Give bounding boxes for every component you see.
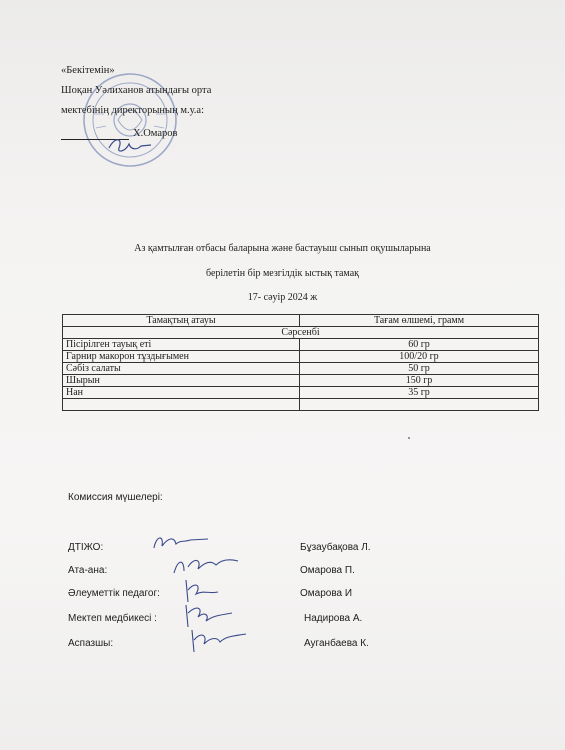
dish-amount: 100/20 гр	[300, 351, 539, 363]
director-signature	[105, 134, 155, 156]
member-name: Бұзаубақова Л.	[300, 542, 371, 553]
commission-title: Комиссия мүшелері:	[68, 492, 163, 503]
commission-member	[68, 638, 488, 652]
dish-name: Пісірілген тауық еті	[63, 339, 300, 351]
approval-signer: Х.Омаров	[133, 128, 178, 139]
member-signature	[184, 626, 252, 656]
header-portion-size: Тағам өлшемі, грамм	[300, 315, 539, 327]
member-role: ДТІЖО:	[68, 542, 104, 553]
commission-member	[68, 542, 488, 556]
header-dish-name: Тамақтың атауы	[63, 315, 300, 327]
dish-name	[63, 399, 300, 411]
commission-member	[68, 565, 488, 579]
approval-block	[61, 64, 211, 140]
dish-amount: 50 гр	[300, 363, 539, 375]
dish-name: Нан	[63, 387, 300, 399]
member-role: Әлеуметтік педагог:	[68, 588, 160, 599]
dish-amount: 35 гр	[300, 387, 539, 399]
member-name: Ауганбаева К.	[304, 638, 369, 649]
member-name: Омарова И	[300, 588, 353, 599]
member-role: Ата-ана:	[68, 565, 108, 576]
dish-amount: 60 гр	[300, 339, 539, 351]
dish-name: Гарнир макорон тұздығымен	[63, 351, 300, 363]
dish-name: Шырын	[63, 375, 300, 387]
document-date: 17- сәуір 2024 ж	[247, 292, 318, 303]
table-header-row	[63, 315, 539, 327]
approval-director-line: мектебінің директорының м.у.а:	[61, 105, 204, 116]
table-row	[63, 363, 539, 375]
dish-amount	[300, 399, 539, 411]
dish-amount: 150 гр	[300, 375, 539, 387]
document-title-line2: берілетін бір мезгілдік ыстық тамақ	[206, 268, 359, 279]
menu-table	[62, 314, 539, 411]
approval-school-line: Шоқан Уәлиханов атындағы орта	[61, 85, 212, 96]
table-row	[63, 387, 539, 399]
document-title-line1: Аз қамтылған отбасы баларына және бастауыш сынып оқушыларына	[134, 243, 431, 254]
table-row	[63, 375, 539, 387]
approval-label: «Бекітемін»	[61, 65, 115, 76]
table-row-empty	[63, 399, 539, 411]
table-row	[63, 339, 539, 351]
commission-member	[68, 613, 488, 627]
member-role: Аспазшы:	[68, 638, 114, 649]
member-name: Омарова П.	[300, 565, 355, 576]
dish-name: Сәбіз салаты	[63, 363, 300, 375]
stray-mark	[408, 437, 410, 439]
member-name: Надирова А.	[304, 613, 363, 624]
table-row	[63, 351, 539, 363]
day-label: Сәрсенбі	[63, 327, 539, 339]
commission-member	[68, 588, 488, 602]
table-day-row	[63, 327, 539, 339]
member-role: Мектеп медбикесі :	[68, 613, 157, 624]
